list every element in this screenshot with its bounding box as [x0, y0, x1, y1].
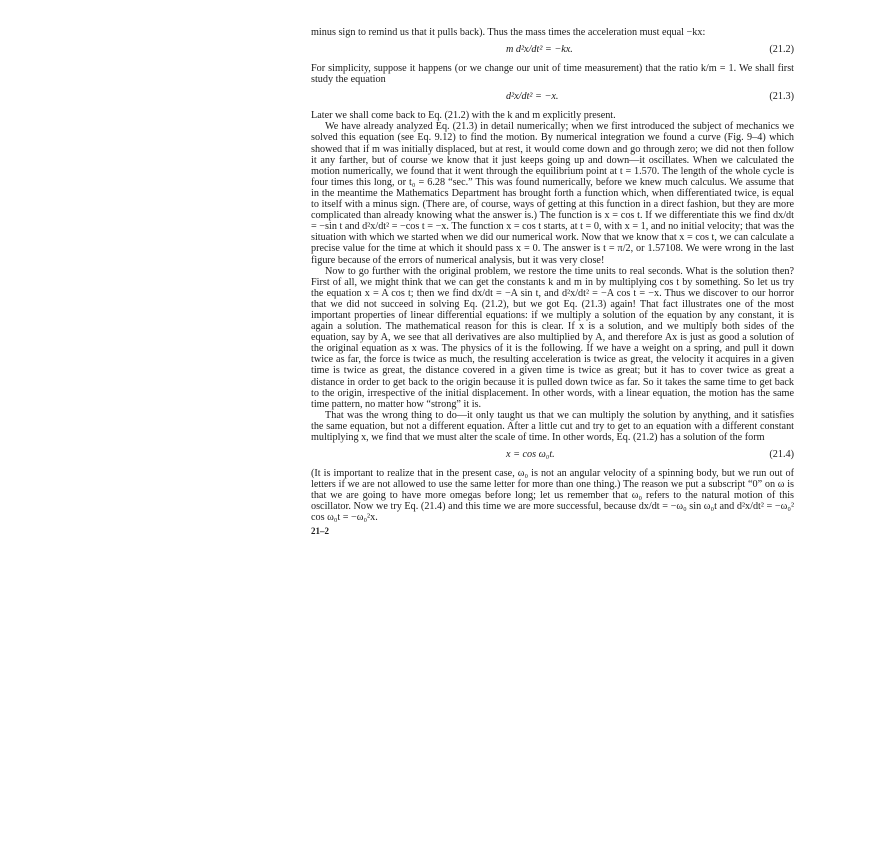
equation-21-3 — [311, 91, 794, 105]
equation-number: (21.2) — [769, 44, 794, 56]
paragraph-further: Now to go further with the original problem, we restore the time units to real seconds. What is the solution then? First of all, we might think that we can get the constants k and m in by multiplying cos t by something. So let us try the equation x = A cos t; then we find dx/dt = −A sin t, and d²x/dt² = −A cos t = −x. Thus we discover to our horror that we did not succeed in solving Eq. (21.2), but we got Eq. (21.3) again! That fact illustrates one of the most important properties of linear differential equations: if we multiply a solution of the equation by any constant, it is again a solution. The mathematical reason for this is clear. If x is a solution, and we multiply both sides of the equation, say by A, we see that all derivatives are also multiplied by A, and therefore Ax is just as good a solution of the original equation as x was. The physics of it is the following. If we have a weight on a spring, and pull it down twice as far, the force is twice as much, the resulting acceleration is twice as great, the velocity it acquires in a given time is twice as great, the distance covered in a given time is twice as great; but it has to cover twice as great a distance in order to get back to the origin because it is pulled down twice as far. So it takes the same time to get back to the origin, irrespective of the initial displacement. In other words, with a linear equation, the motion has the same time pattern, no matter how “strong” it is. — [311, 265, 794, 410]
equation-21-4 — [311, 449, 794, 463]
equation-21-2 — [311, 44, 794, 58]
paragraph-simplicity: For simplicity, suppose it happens (or we change our unit of time measurement) that the ratio k/m = 1. We shall first study the equation — [311, 63, 794, 86]
equation-number: (21.3) — [769, 91, 794, 103]
equation-expression: x = cos ω₀t. — [506, 449, 555, 461]
equation-expression: m d²x/dt² = −kx. — [506, 44, 573, 56]
paragraph-intro: minus sign to remind us that it pulls back). Thus the mass times the acceleration must equal −kx: — [311, 27, 706, 38]
page-number: 21–2 — [311, 525, 329, 536]
equation-number: (21.4) — [769, 449, 794, 461]
page-body — [311, 27, 794, 536]
paragraph-important: (It is important to realize that in the present case, ω₀ is not an angular velocity of a spinning body, but we run out of letters if we are not allowed to use the same letter for more than one thing.) The reason we put a subscript “0” on ω is that we are going to have more omegas before long; let us remember that ω₀ refers to the natural motion of this oscillator. Now we try Eq. (21.4) and this time we are more successful, because dx/dt = −ω₀ sin ω₀t and d²x/dt² = −ω₀² cos ω₀t = −ω₀²x. — [311, 468, 794, 524]
paragraph-analyzed: We have already analyzed Eq. (21.3) in detail numerically; when we first introduced the subject of mechanics we solved this equation (see Eq. 9.12) to find the motion. By numerical integration we found a curve (Fig. 9–4) which showed that if m was initially displaced, but at rest, it would come down and go through zero; we did not then follow it any farther, but of course we know that it just keeps going up and down—it oscillates. When we calculated the motion numerically, we found that it went through the equilibrium point at t = 1.570. The length of the whole cycle is four times this long, or t₀ = 6.28 “sec.” This was found numerically, before we knew much calculus. We assume that in the meantime the Mathematics Department has brought forth a function which, when differentiated twice, is equal to itself with a minus sign. (There are, of course, ways of getting at this function in a direct fashion, but they are more complicated than already knowing what the answer is.) The function is x = cos t. If we differentiate this we find dx/dt = −sin t and d²x/dt² = −cos t = −x. The function x = cos t starts, at t = 0, with x = 1, and no initial velocity; that was the situation with which we started when we did our numerical work. Now that we know that x = cos t, we can calculate a precise value for the time at which it should pass x = 0. The answer is t = π/2, or 1.57108. We were wrong in the last figure because of the errors of numerical analysis, but it was very close! — [311, 121, 794, 266]
paragraph-later: Later we shall come back to Eq. (21.2) with the k and m explicitly present. — [311, 110, 616, 122]
paragraph-wrong-thing: That was the wrong thing to do—it only taught us that we can multiply the solution by anything, and it satisfies the same equation, but not a different equation. After a little cut and try to get to an equation with a different constant multiplying x, we find that we must alter the scale of time. In other words, Eq. (21.2) has a solution of the form — [311, 409, 794, 443]
equation-expression: d²x/dt² = −x. — [506, 91, 559, 103]
